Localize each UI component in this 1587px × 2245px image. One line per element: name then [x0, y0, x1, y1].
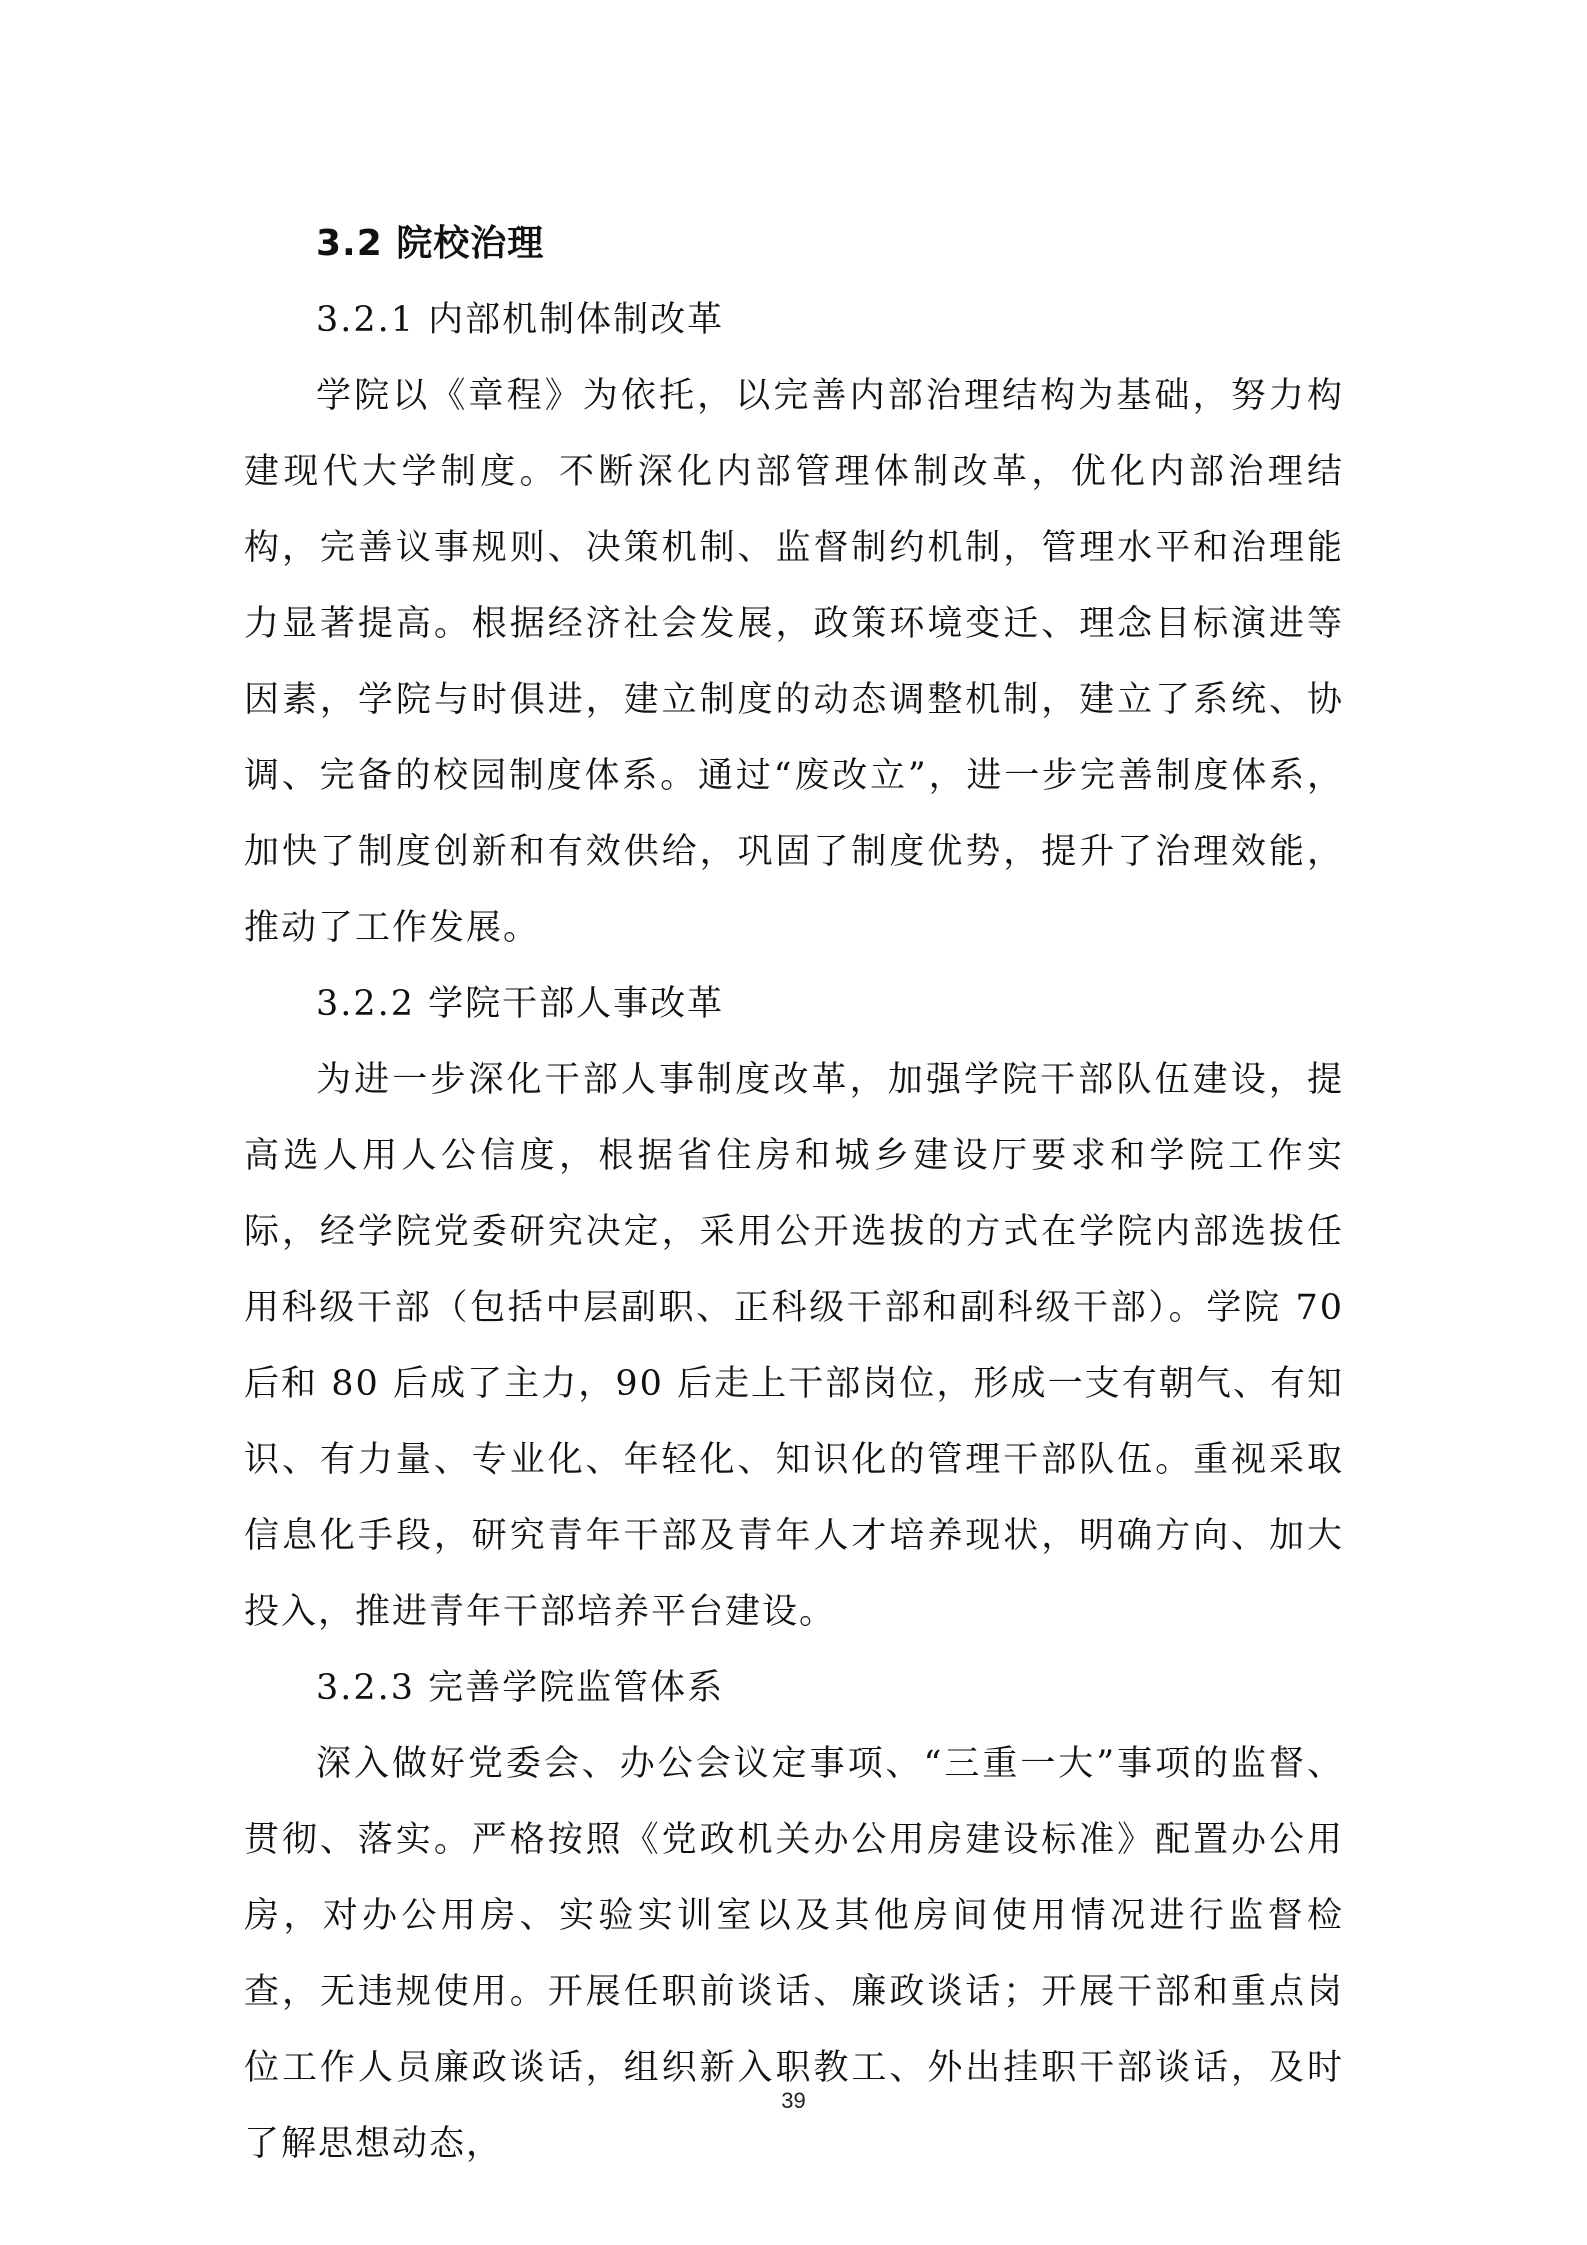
subsection-heading-2: 3.2.2 学院干部人事改革 — [316, 984, 725, 1024]
section-title: 3.2 院校治理 — [316, 223, 545, 264]
subsection-body-3: 深入做好党委会、办公会议定事项、“三重一大”事项的监督、贯彻、落实。严格按照《党政机关办公用房建设标准》配置办公用房，对办公用房、实验实训室以及其他房间使用情况进行监督检查，无违规使用。开展任职前谈话、廉政谈话；开展干部和重点岗位工作人员廉政谈话，组织新入职教工、外出挂职干部谈话，及时了解思想动态， — [244, 1744, 1344, 2164]
page-number: 39 — [781, 2088, 806, 2113]
subsection-heading-3: 3.2.3 完善学院监管体系 — [316, 1668, 725, 1708]
subsection-body-1: 学院以《章程》为依托，以完善内部治理结构为基础，努力构建现代大学制度。不断深化内部管理体制改革，优化内部治理结构，完善议事规则、决策机制、监督制约机制，管理水平和治理能力显著提高。根据经济社会发展，政策环境变迁、理念目标演进等因素，学院与时俱进，建立制度的动态调整机制，建立了系统、协调、完备的校园制度体系。通过“废改立”，进一步完善制度体系，加快了制度创新和有效供给，巩固了制度优势，提升了治理效能，推动了工作发展。 — [244, 376, 1344, 948]
subsection-body-2: 为进一步深化干部人事制度改革，加强学院干部队伍建设，提高选人用人公信度，根据省住房和城乡建设厅要求和学院工作实际，经学院党委研究决定，采用公开选拔的方式在学院内部选拔任用科级干部（包括中层副职、正科级干部和副科级干部）。学院 70 后和 80 后成了主力，90 后走上干部岗位，形成一支有朝气、有知识、有力量、专业化、年轻化、知识化的管理干部队伍。重视采取信息化手段，研究青年干部及青年人才培养现状，明确方向、加大投入，推进青年干部培养平台建设。 — [244, 1060, 1344, 1632]
page-content — [244, 206, 1344, 2182]
subsection-heading-1: 3.2.1 内部机制体制改革 — [316, 300, 725, 340]
